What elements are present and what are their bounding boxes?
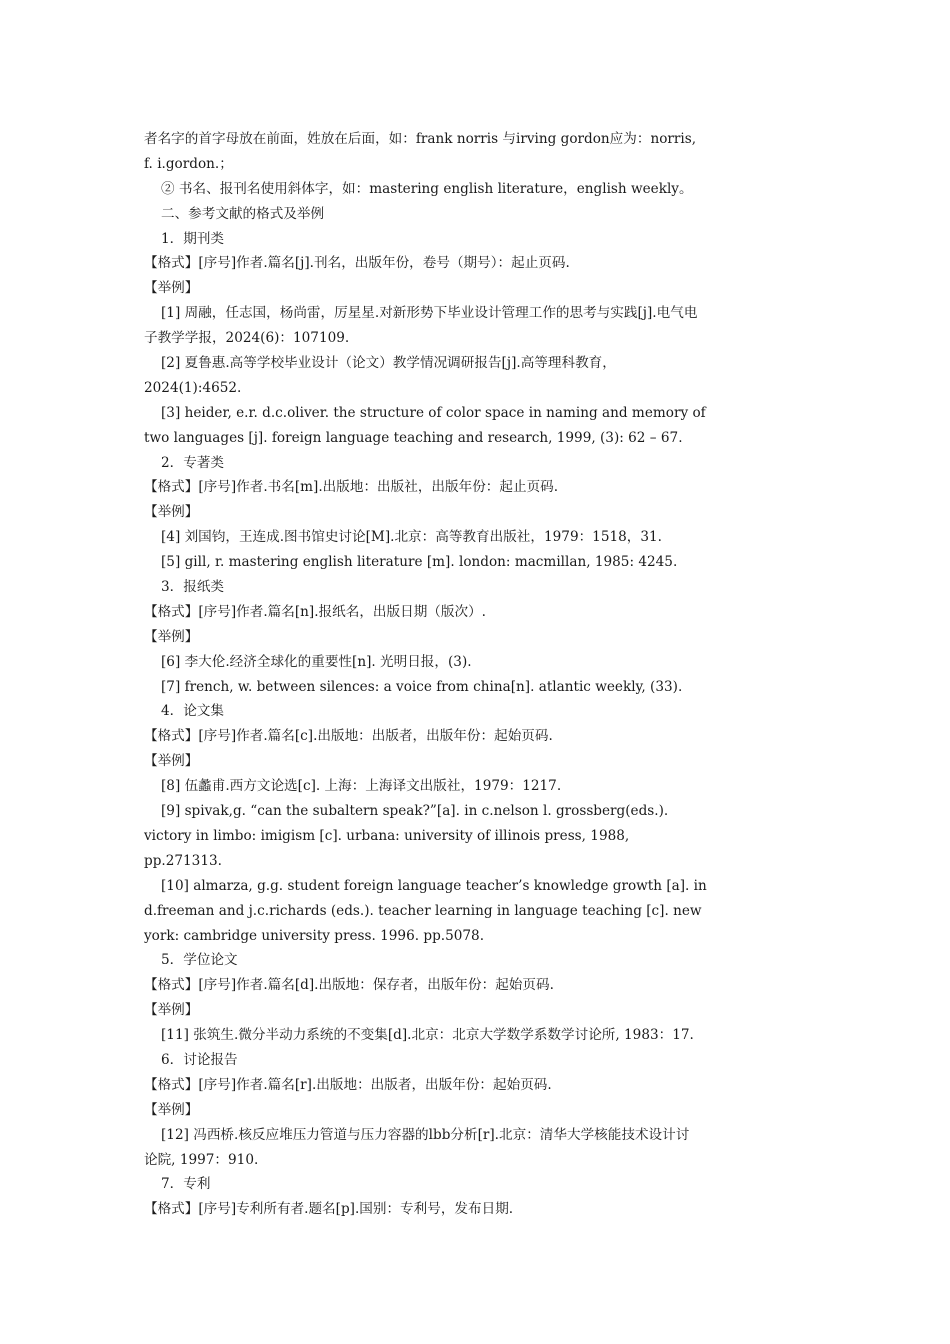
text-line: 4．论文集 xyxy=(161,703,225,720)
text-line: 【举例】 xyxy=(144,628,199,645)
text-line: [11] 张筑生.微分半动力系统的不变集[d].北京：北京大学数学系数学讨论所, 1983：17. xyxy=(161,1027,694,1044)
text-line: 二、参考文献的格式及举例 xyxy=(161,205,325,222)
text-line: 3．报纸类 xyxy=(161,579,225,596)
text-line: ② 书名、报刊名使用斜体字，如：mastering english literature，english weekly。 xyxy=(161,180,693,197)
text-line: 【格式】[序号]作者.篇名[c].出版地：出版者，出版年份：起始页码. xyxy=(144,728,553,745)
text-line: 子教学学报，2024(6)：107109. xyxy=(144,330,350,347)
text-line: 【举例】 xyxy=(144,753,199,770)
text-line: [5] gill, r. mastering english literature [m]. london: macmillan, 1985: 4245. xyxy=(161,554,678,571)
text-line: 【格式】[序号]作者.篇名[j].刊名，出版年份，卷号（期号）：起止页码. xyxy=(144,255,570,272)
text-line: [2] 夏鲁惠.高等学校毕业设计（论文）教学情况调研报告[j].高等理科教育， xyxy=(161,355,616,372)
text-line: 【举例】 xyxy=(144,1101,199,1118)
text-line: 者名字的首字母放在前面，姓放在后面，如：frank norris 与irving gordon应为：norris, xyxy=(144,131,697,147)
text-line: 【格式】[序号]作者.书名[m].出版地：出版社，出版年份：起止页码. xyxy=(144,479,559,496)
text-line: 【格式】[序号]作者.篇名[n].报纸名，出版日期（版次）. xyxy=(144,603,486,620)
text-line: 6．讨论报告 xyxy=(161,1051,238,1068)
text-line: 【举例】 xyxy=(144,1002,199,1019)
text-line: 2．专著类 xyxy=(161,454,225,471)
text-line: [7] french, w. between silences: a voice from china[n]. atlantic weekly, (33). xyxy=(161,678,683,695)
text-line: [9] spivak,g. “can the subaltern speak?”[a]. in c.nelson l. grossberg(eds.). xyxy=(161,803,669,820)
text-line: [12] 冯西桥.核反应堆压力管道与压力容器的lbb分析[r].北京：清华大学核能技术设计讨 xyxy=(161,1126,690,1143)
text-line: two languages [j]. foreign language teaching and research, 1999, (3): 62 – 67. xyxy=(144,429,683,446)
text-line: 5．学位论文 xyxy=(161,952,238,969)
text-line: 【格式】[序号]专利所有者.题名[p].国别：专利号，发布日期. xyxy=(144,1201,514,1218)
text-line: 【举例】 xyxy=(144,280,199,297)
text-line: 【格式】[序号]作者.篇名[d].出版地：保存者，出版年份：起始页码. xyxy=(144,977,554,994)
text-line: york: cambridge university press. 1996. pp.5078. xyxy=(144,927,485,944)
text-line: [4] 刘国钧，王连成.图书馆史讨论[M].北京：高等教育出版社，1979：1518，31. xyxy=(161,529,662,546)
text-line: victory in limbo: imigism [c]. urbana: university of illinois press, 1988, xyxy=(144,827,630,844)
text-line: [3] heider, e.r. d.c.oliver. the structure of color space in naming and memory of xyxy=(161,404,706,421)
text-line: 2024(1):4652. xyxy=(144,379,242,396)
text-line: 【举例】 xyxy=(144,504,199,521)
text-line: 论院, 1997：910. xyxy=(144,1151,259,1168)
text-line: [10] almarza, g.g. student foreign language teacher’s knowledge growth [a]. in xyxy=(161,877,707,894)
text-line: 【格式】[序号]作者.篇名[r].出版地：出版者，出版年份：起始页码. xyxy=(144,1076,552,1093)
text-line: 1．期刊类 xyxy=(161,230,225,247)
text-line: 7．专利 xyxy=(161,1176,211,1193)
text-line: [8] 伍蠡甫.西方文论选[c]. 上海：上海译文出版社，1979：1217. xyxy=(161,778,562,795)
text-line: d.freeman and j.c.richards (eds.). teacher learning in language teaching [c]. new xyxy=(144,902,702,919)
text-line: [1] 周融，任志国，杨尚雷，厉星星.对新形势下毕业设计管理工作的思考与实践[j].电气电 xyxy=(161,305,698,322)
document-body xyxy=(144,127,809,1222)
text-line: [6] 李大伦.经济全球化的重要性[n]. 光明日报，(3). xyxy=(161,653,472,670)
text-line: f. i.gordon.； xyxy=(144,155,233,172)
text-line: pp.271313. xyxy=(144,852,222,869)
